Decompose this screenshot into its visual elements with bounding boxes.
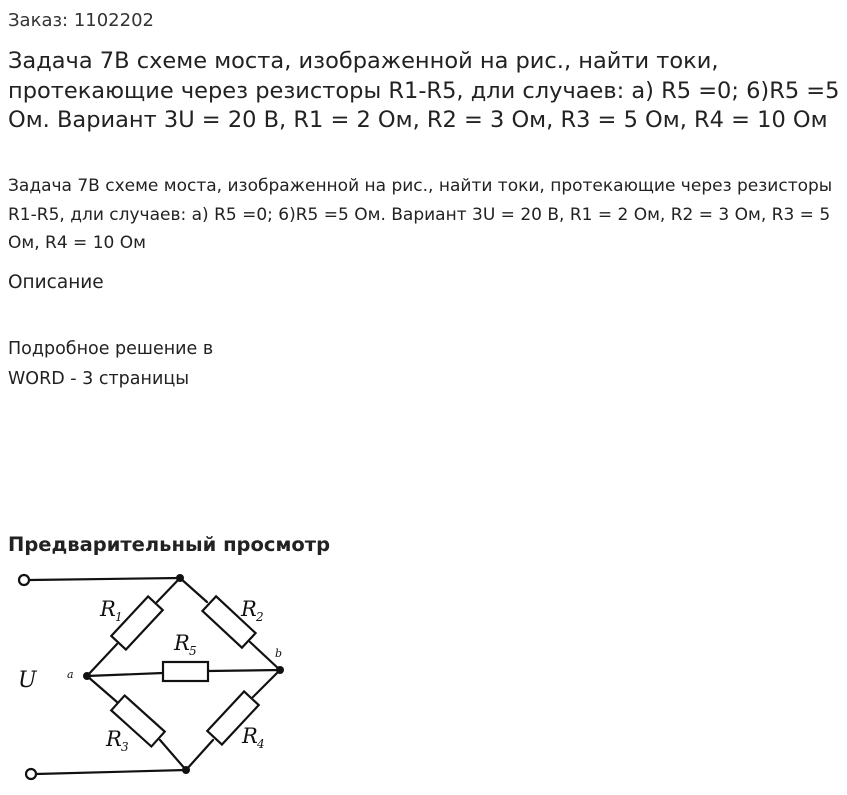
wire-bottom-r4 — [186, 740, 213, 770]
wire-r5-b — [208, 670, 280, 671]
r2-subscript: 2 — [256, 610, 264, 624]
r5-subscript: 5 — [189, 644, 197, 658]
wire-a-r5 — [87, 673, 163, 676]
r3-label: R — [106, 727, 122, 751]
wire-r3-bottom — [160, 740, 186, 770]
resistor-r5 — [163, 662, 208, 681]
node-a-dot — [83, 672, 91, 680]
node-a-label: a — [67, 668, 74, 681]
node-b-dot — [276, 666, 284, 674]
wire-a-r3 — [87, 676, 117, 702]
order-number: Заказ: 1102202 — [8, 10, 154, 31]
description-line-2: WORD - 3 страницы — [8, 369, 190, 389]
page-title: Задача 7В схеме моста, изображенной на рис., найти токи, протекающие через резисторы R1-R5, дли случаев: а) R5 =0; 6)R5 =5 Ом. Вариант 3U = 20 В, R1 = 2 Ом, R2 = 3 Ом, R3 = 5 Ом, R4 = 10 Ом — [8, 48, 840, 133]
preview-heading: Предварительный просмотр — [8, 533, 331, 556]
description-heading: Описание — [8, 272, 104, 293]
r5-label: R — [174, 631, 190, 655]
node-bottom — [182, 766, 190, 774]
top-terminal — [19, 575, 29, 585]
voltage-label: U — [18, 668, 37, 693]
top-input-wire — [30, 578, 180, 580]
wire-r4-b — [253, 670, 280, 697]
description-line-1: Подробное решение в — [8, 339, 214, 359]
node-b-label: b — [275, 647, 283, 660]
node-top — [176, 574, 184, 582]
r3-subscript: 3 — [121, 740, 129, 754]
wire-top-r2 — [180, 578, 207, 602]
r4-subscript: 4 — [257, 737, 265, 751]
r1-label: R — [100, 597, 116, 621]
wire-top-r1 — [157, 578, 180, 602]
bottom-input-wire — [36, 770, 186, 774]
wire-r1-a — [87, 644, 117, 676]
description-text — [8, 334, 213, 394]
bottom-terminal — [26, 769, 36, 779]
bridge-circuit-diagram — [0, 560, 320, 795]
r4-label: R — [242, 724, 258, 748]
r1-subscript: 1 — [115, 610, 123, 624]
r2-label: R — [241, 597, 257, 621]
task-description: Задача 7В схеме моста, изображенной на рис., найти токи, протекающие через резисторы R1-R5, дли случаев: а) R5 =0; 6)R5 =5 Ом. Вариант 3U = 20 В, R1 = 2 Ом, R2 = 3 Ом, R3 = 5 Ом, R4 = 10 Ом — [8, 176, 833, 253]
